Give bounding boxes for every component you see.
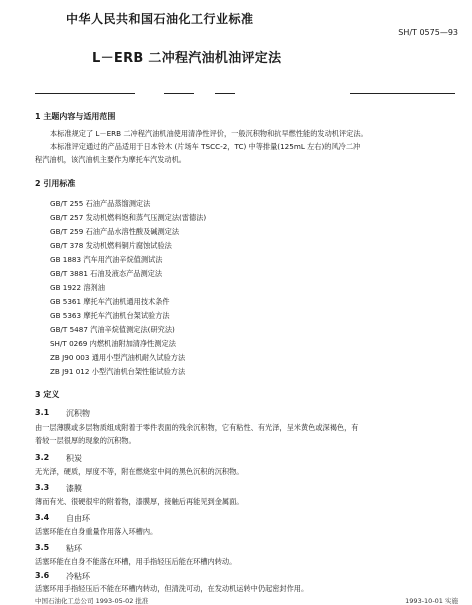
definition-number: 3.6 — [35, 571, 50, 580]
definition-term: 漆膜 — [66, 484, 82, 493]
approval-note: 中国石油化工总公司 1993-05-02 批准 — [35, 597, 149, 605]
reference-item: GB 5363 摩托车汽油机台架试验方法 — [50, 311, 170, 320]
definition-text: 活塞环能在自身不能落在环槽，用手指轻压后能在环槽内转动。 — [35, 557, 237, 566]
definition-number: 3.5 — [35, 543, 50, 552]
reference-item: GB 5361 摩托车汽油机通用技术条件 — [50, 297, 170, 306]
definition-term: 粘环 — [66, 544, 82, 553]
definition-term: 自由环 — [66, 514, 90, 523]
section-heading: 1 主题内容与适用范围 — [35, 112, 116, 121]
section-heading: 3 定义 — [35, 390, 60, 399]
reference-item: GB 1883 汽车用汽油辛烷值测试法 — [50, 255, 163, 264]
reference-item: GB/T 3881 石油及液态产品测定法 — [50, 269, 163, 278]
definition-text: 活塞环用手指轻压后不能在环槽内转动，但清洗可动，在发动机运转中仍起密封作用。 — [35, 584, 309, 593]
reference-item: SH/T 0269 内燃机油附加清净性测定法 — [50, 339, 176, 348]
title-rule — [215, 93, 235, 94]
section-heading: 2 引用标准 — [35, 179, 76, 188]
reference-item: ZB J91 012 小型汽油机台架性能试验方法 — [50, 367, 186, 376]
implementation-note: 1993-10-01 实施 — [405, 597, 458, 605]
reference-item: GB/T 259 石油产品水溶性酸及碱测定法 — [50, 227, 180, 236]
definition-term: 冷粘环 — [66, 572, 90, 581]
definition-term: 沉积物 — [66, 409, 90, 418]
paragraph-line: 本标准规定了 L－ERB 二冲程汽油机油使用清净性评价，一般沉积物和抗早燃性能的发动机评定法。 — [50, 129, 368, 138]
paragraph-line: 程汽油机，该汽油机主要作为摩托车汽发动机。 — [35, 155, 186, 164]
definition-text: 活塞环能在自身重量作用落入环槽内。 — [35, 527, 158, 536]
document-title: L－ERB 二冲程汽油机油评定法 — [92, 51, 282, 66]
standard-org: 中华人民共和国石油化工行业标准 — [66, 12, 254, 26]
definition-text: 薄而有光、很硬很牢的附着物，漆膜厚，接触后再能见到金属面。 — [35, 497, 244, 506]
reference-item: GB/T 257 发动机燃料饱和蒸气压测定法(雷德法) — [50, 213, 207, 222]
reference-item: GB/T 255 石油产品蒸馏测定法 — [50, 199, 151, 208]
title-rule — [350, 93, 455, 94]
definition-text: 无光泽，硬质，厚度不等，附在燃烧室中间的黑色沉积的沉积物。 — [35, 467, 244, 476]
definition-term: 积炭 — [66, 454, 82, 463]
definition-text: 着较一层很厚的现象的沉积物。 — [35, 436, 136, 445]
standard-code: SH/T 0575—93 — [398, 28, 458, 37]
title-rule — [164, 93, 194, 94]
definition-text: 由一层薄膜或多层物质组成附着于零件表面的残余沉积物，它有粘性、有光泽，呈米黄色或深褐色，有 — [35, 423, 359, 432]
reference-item: GB/T 5487 汽油辛烷值测定法(研究法) — [50, 325, 175, 334]
definition-number: 3.1 — [35, 408, 50, 417]
title-rule — [35, 93, 135, 94]
reference-item: GB 1922 溶剂油 — [50, 283, 105, 292]
reference-item: GB/T 378 发动机燃料铜片腐蚀试验法 — [50, 241, 172, 250]
definition-number: 3.4 — [35, 513, 50, 522]
definition-number: 3.2 — [35, 453, 50, 462]
reference-item: ZB J90 003 通用小型汽油机耐久试验方法 — [50, 353, 186, 362]
paragraph-line: 本标准评定通过的产品适用于日本铃木 (片场车 TSCC-2，TC) 中等排量(125mL 左右)的风冷二冲 — [50, 142, 361, 151]
definition-number: 3.3 — [35, 483, 50, 492]
